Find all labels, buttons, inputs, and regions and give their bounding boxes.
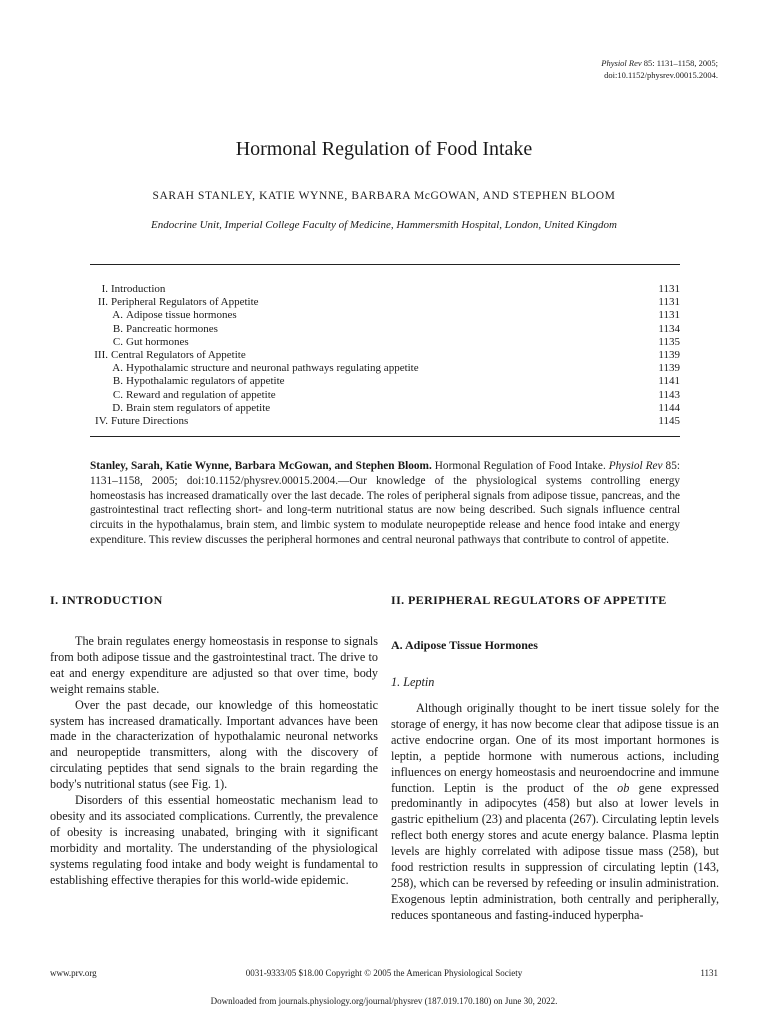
toc-number: C. [112, 388, 123, 401]
journal-name: Physiol Rev [601, 58, 642, 68]
toc-number: D. [112, 401, 123, 414]
section-heading-peripheral: II. PERIPHERAL REGULATORS OF APPETITE [391, 593, 667, 607]
page-number: 1131 [700, 968, 718, 978]
toc-label: Introduction [111, 283, 166, 295]
toc-entry [90, 389, 680, 402]
section-heading-introduction: I. INTRODUCTION [50, 593, 163, 607]
right-column [391, 593, 719, 924]
toc-entry [90, 336, 680, 349]
table-of-contents [90, 283, 680, 428]
toc-top-rule [90, 264, 680, 265]
toc-label: Gut hormones [126, 335, 189, 348]
toc-bottom-rule [90, 436, 680, 437]
toc-label: Hypothalamic structure and neuronal pathways regulating appetite [126, 362, 419, 375]
gene-name: ob [617, 780, 630, 795]
paragraph: Over the past decade, our knowledge of this homeostatic system has increased dramatically. Important advances have been made in the characterization of hypothalamic neuronal networks and neuropeptide transmitters, along with the discovery of circulating peptides that send signals to the brain regarding the body's nutritional status (see Fig. 1). [50, 697, 378, 792]
toc-page: 1143 [658, 388, 680, 401]
paragraph-text: gene expressed predominantly in adipocytes (458) but also at lower levels in gastric epithelium (23) and placenta (267). Circulating leptin levels reflect both energy stores and acute energy balance. Plasma leptin levels are highly correlated with adipose tissue mass (258), but food restriction results in suppression of circulating leptin (143, 258), which can be reversed by refeeding or insulin administration. Exogenous leptin administration, both centrally and peripherally, reduces spontaneous and fasting-induced hyperpha- [391, 780, 720, 922]
toc-number: IV. [95, 414, 108, 427]
toc-number: I. [101, 283, 108, 295]
footer-copyright: 0031-9333/05 $18.00 Copyright © 2005 the American Physiological Society [245, 968, 523, 978]
toc-number: B. [112, 322, 123, 335]
download-note: Downloaded from journals.physiology.org/journal/physrev (187.019.170.180) on June 30, 2022. [210, 996, 558, 1006]
toc-page: 1131 [658, 296, 680, 309]
citation-tail: 85: 1131–1158, 2005; [641, 58, 718, 68]
toc-page: 1135 [658, 335, 680, 348]
toc-label: Reward and regulation of appetite [126, 388, 276, 401]
toc-number: II. [97, 296, 108, 309]
footer-link[interactable]: www.prv.org [50, 968, 97, 978]
toc-number: A. [112, 309, 123, 322]
toc-page: 1131 [658, 309, 680, 322]
toc-entry [90, 349, 680, 362]
toc-page: 1134 [658, 322, 680, 335]
toc-page: 1145 [658, 414, 680, 427]
abstract-title: Hormonal Regulation of Food Intake. [431, 460, 606, 472]
toc-entry [90, 402, 680, 415]
toc-label: Pancreatic hormones [126, 322, 218, 335]
subsubsection-heading-leptin: 1. Leptin [391, 675, 435, 689]
left-column [50, 593, 378, 889]
toc-entry [90, 283, 680, 296]
toc-entry [90, 415, 680, 428]
paragraph: Disorders of this essential homeostatic mechanism lead to obesity and its associated complications. Currently, the prevalence of obesity is increasing unabated, bringing with it significant morbidity and mortality. The understanding of the physiological systems regulating food intake and body weight is fundamental to establishing effective therapies for this world-wide epidemic. [50, 793, 378, 887]
toc-entry [90, 375, 680, 388]
toc-page: 1144 [658, 401, 680, 414]
paragraph: The brain regulates energy homeostasis in response to signals from both adipose tissue and the gastrointestinal tract. The drive to eat and energy expenditure are adjusted so that over time, body weight remains stable. [50, 634, 378, 696]
author-list: SARAH STANLEY, KATIE WYNNE, BARBARA McGOWAN, AND STEPHEN BLOOM [152, 190, 616, 202]
toc-entry [90, 362, 680, 375]
journal-citation [601, 57, 718, 81]
paragraph-text: Although originally thought to be inert tissue solely for the storage of energy, it has now become clear that adipose tissue is an active endocrine organ. One of its most important hormones is leptin, a peptide hormone with numerous actions, including influences on energy homeostasis and neuroendocrine and immune function. Leptin is the product of the [391, 701, 719, 795]
toc-label: Hypothalamic regulators of appetite [126, 375, 285, 388]
toc-entry [90, 309, 680, 322]
toc-page: 1139 [658, 348, 680, 361]
toc-label: Future Directions [111, 414, 189, 427]
abstract-citation: 85: 1131–1158, 2005; doi:10.1152/physrev.00015.2004.— [90, 460, 680, 487]
toc-entry [90, 296, 680, 309]
abstract [90, 459, 680, 548]
toc-label: Adipose tissue hormones [126, 309, 237, 322]
paper-title: Hormonal Regulation of Food Intake [235, 138, 533, 160]
toc-number: B. [112, 375, 123, 388]
abstract-journal: Physiol Rev [608, 460, 663, 472]
toc-page: 1131 [658, 283, 680, 295]
toc-number: A. [112, 362, 123, 375]
toc-page: 1139 [658, 362, 680, 375]
toc-number: III. [94, 348, 108, 361]
toc-label: Central Regulators of Appetite [111, 348, 246, 361]
toc-label: Peripheral Regulators of Appetite [111, 296, 259, 309]
toc-page: 1141 [658, 375, 680, 388]
doi: doi:10.1152/physrev.00015.2004. [604, 70, 718, 80]
abstract-text: Our knowledge of the physiological systems controlling energy homeostasis has increased dramatically over the last decade. The roles of peripheral signals from adipose tissue, pancreas, and the gastrointestinal tract reflecting short- and long-term nutritional status are now being described. Such signals influence central circuits in the hypothalamus, brain stem, and limbic system to modulate neuropeptide release and hence food intake and energy expenditure. This review discusses the peripheral hormones and central neuronal pathways that contribute to control of appetite. [90, 474, 680, 546]
abstract-authors: Stanley, Sarah, Katie Wynne, Barbara McGowan, and Stephen Bloom. [90, 460, 432, 472]
toc-number: C. [112, 335, 123, 348]
affiliation: Endocrine Unit, Imperial College Faculty of Medicine, Hammersmith Hospital, London, United Kingdom [151, 219, 617, 231]
paragraph [391, 701, 719, 924]
toc-entry [90, 323, 680, 336]
toc-label: Brain stem regulators of appetite [126, 401, 271, 414]
subsection-heading-adipose: A. Adipose Tissue Hormones [391, 638, 538, 652]
